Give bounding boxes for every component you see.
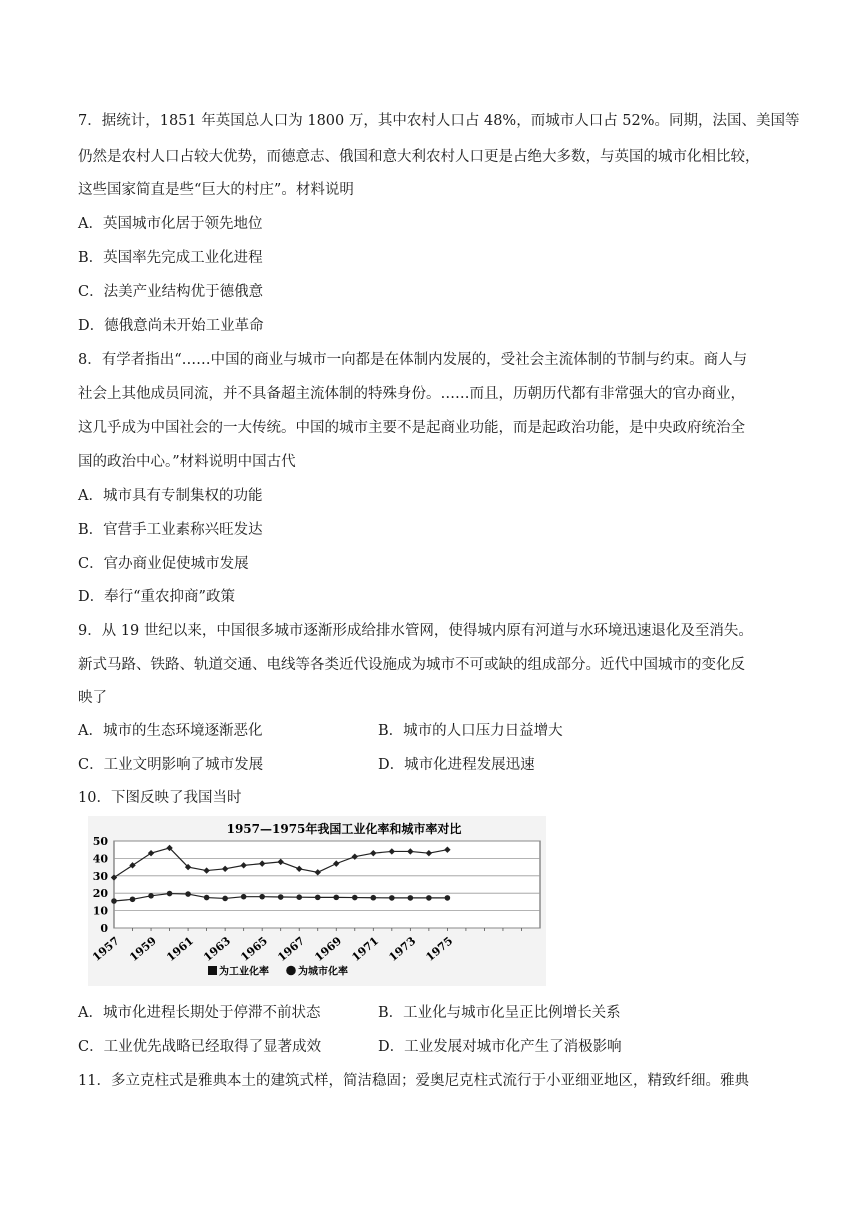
q8-option-c[interactable]: C．官办商业促使城市发展 [78,556,249,572]
q7-option-d[interactable]: D．德俄意尚未开始工业革命 [78,318,264,334]
data-point [259,894,265,900]
x-tick-label: 1971 [349,934,382,964]
q8-stem-line-3: 这几乎成为中国社会的一大传统。中国的城市主要不是起商业功能，而是起政治功能，是中央政府统治全 [78,420,745,436]
q7-option-a[interactable]: A．英国城市化居于领先地位 [78,216,263,232]
industrialization-urbanization-chart [88,816,546,986]
data-point [130,896,136,902]
data-point [222,896,228,902]
q8-stem-line-4: 国的政治中心。”材料说明中国古代 [78,454,296,470]
data-point [241,894,247,900]
q9-option-d[interactable]: D．城市化进程发展迅速 [378,757,535,773]
legend-label-industrialization: 为工业化率 [219,966,269,978]
q7-option-b[interactable]: B．英国率先完成工业化进程 [78,250,263,266]
x-tick-label: 1961 [164,934,197,964]
data-point [204,895,210,901]
q11-stem-line-1: 11．多立克柱式是雅典本土的建筑式样，简洁稳固；爱奥尼克柱式流行于小亚细亚地区，精致纤细。雅典 [78,1073,749,1089]
data-point [352,895,358,901]
data-point [333,895,339,901]
x-tick-label: 1975 [423,934,456,964]
y-tick-label: 10 [92,904,108,918]
x-tick-label: 1965 [238,934,271,964]
data-point [278,894,284,900]
q9-option-a[interactable]: A．城市的生态环境逐渐恶化 [78,723,263,739]
q8-option-a[interactable]: A．城市具有专制集权的功能 [78,488,263,504]
q8-option-d[interactable]: D．奉行“重农抑商”政策 [78,589,235,605]
chart-svg [88,816,546,986]
data-point [296,894,302,900]
legend-square-icon [208,966,217,975]
data-point [315,895,321,901]
q8-stem-line-2: 社会上其他成员同流，并不具备超主流体制的特殊身份。……而且，历朝历代都有非常强大的官办商业， [78,386,745,402]
x-tick-label: 1959 [127,934,159,964]
q7-stem-line-2: 仍然是农村人口占较大优势，而德意志、俄国和意大利农村人口更是占绝大多数，与英国的城市化相比较， [78,149,760,165]
q7-stem-line-3: 这些国家简直是些“巨大的村庄”。材料说明 [78,182,354,198]
chart-title: 1957—1975年我国工业化率和城市率对比 [226,822,462,836]
y-tick-label: 50 [92,835,108,848]
q10-option-a[interactable]: A．城市化进程长期处于停滞不前状态 [78,1005,321,1021]
data-point [445,895,451,901]
x-tick-label: 1973 [386,934,419,964]
data-point [167,891,173,897]
data-point [389,895,395,901]
q7-option-c[interactable]: C．法美产业结构优于德俄意 [78,284,264,300]
x-tick-label: 1967 [275,934,308,964]
q9-stem-line-1: 9．从 19 世纪以来，中国很多城市逐渐形成给排水管网，使得城内原有河道与水环境迅速退化及至消失。 [78,623,753,639]
data-point [185,891,191,897]
data-point [111,898,117,904]
y-tick-label: 20 [92,887,108,901]
y-tick-label: 30 [92,869,108,883]
y-tick-label: 40 [92,852,108,866]
q9-stem-line-2: 新式马路、铁路、轨道交通、电线等各类近代设施成为城市不可或缺的组成部分。近代中国城市的变化反 [78,657,745,673]
legend-circle-icon [286,966,296,976]
q10-option-d[interactable]: D．工业发展对城市化产生了消极影响 [378,1039,622,1055]
q9-option-c[interactable]: C．工业文明影响了城市发展 [78,757,264,773]
q9-stem-line-3: 映了 [78,690,107,706]
q8-stem-line-1: 8．有学者指出“……中国的商业与城市一向都是在体制内发展的，受社会主流体制的节制与约束。商人与 [78,352,748,368]
plot-area [114,841,540,928]
x-tick-label: 1963 [201,934,234,964]
q7-stem-line-1: 7．据统计，1851 年英国总人口为 1800 万，其中农村人口占 48%，而城市人口占 52%。同期，法国、美国等 [78,113,800,129]
q10-stem: 10．下图反映了我国当时 [78,790,242,806]
data-point [408,895,414,901]
q8-option-b[interactable]: B．官营手工业素称兴旺发达 [78,522,263,538]
y-tick-label: 0 [100,922,108,935]
x-tick-label: 1969 [312,934,345,964]
data-point [371,895,377,901]
data-point [426,895,432,901]
data-point [148,893,154,899]
x-tick-label: 1957 [90,934,122,964]
q9-option-b[interactable]: B．城市的人口压力日益增大 [378,723,563,739]
q10-option-b[interactable]: B．工业化与城市化呈正比例增长关系 [378,1005,621,1021]
legend-label-urbanization: 为城市化率 [298,966,348,978]
q10-option-c[interactable]: C．工业优先战略已经取得了显著成效 [78,1039,322,1055]
